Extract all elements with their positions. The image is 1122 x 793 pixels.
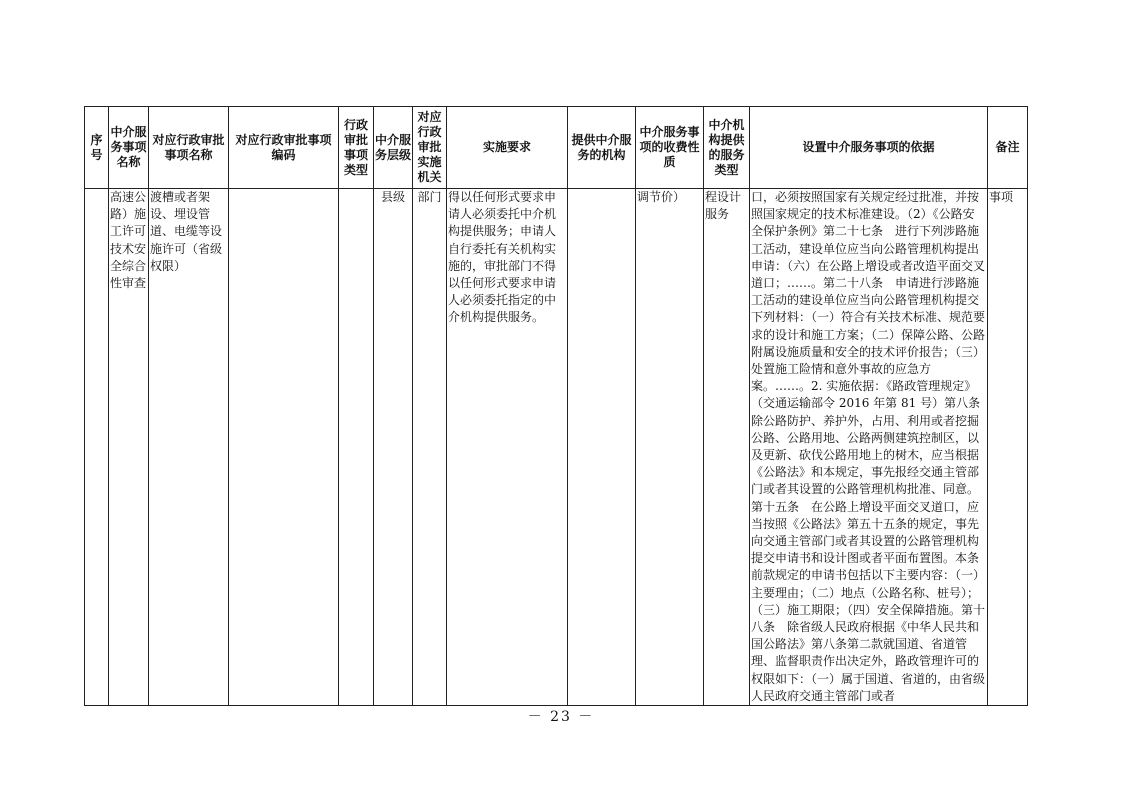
header-approval-name: 对应行政审批事项名称 — [149, 107, 229, 189]
cell-service-type: 程设计服务 — [704, 189, 750, 706]
cell-approval-code — [229, 189, 339, 706]
cell-approval-type — [339, 189, 374, 706]
header-seq: 序号 — [85, 107, 109, 189]
cell-basis: 口，必须按照国家有关规定经过批准，并按照国家规定的技术标准建设。（2）《公路安全保护条例》第二十七条 进行下列涉路施工活动，建设单位应当向公路管理机构提出申请：（六）在公路上增设或者改造平面交叉道口；……。第二十八条 申请进行涉路施工活动的建设单位应当向公路管理机构提交下列材料：（一）符合有关技术标准、规范要求的设计和施工方案；（二）保障公路、公路附属设施质量和安全的技术评价报告；（三）处置施工险情和意外事故的应急方案。……。2. 实施依据：《路政管理规定》（交通运输部令 2016 年第 81 号）第八条 除公路防护、养护外，占用、利用或者挖掘公路、公路用地、公路两侧建筑控制区，以及更新、砍伐公路用地上的树木，应当根据《公路法》和本规定，事先报经交通主管部门或者其设置的公路管理机构批准、同意。第十五条 在公路上增设平面交叉道口，应当按照《公路法》第五十五条的规定，事先向交通主管部门或者其设置的公路管理机构提交申请书和设计图或者平面布置图。本条前款规定的申请书包括以下主要内容：（一）主要理由；（二）地点（公路名称、桩号）；（三）施工期限；（四）安全保障措施。第十八条 除省级人民政府根据《中华人民共和国公路法》第八条第二款就国道、省道管理、监督职责作出决定外，路政管理许可的权限如下：（一）属于国道、省道的，由省级人民政府交通主管部门或者 — [750, 189, 988, 706]
header-fee-nature: 中介服务事项的收费性质 — [636, 107, 704, 189]
cell-seq — [85, 189, 109, 706]
cell-requirement: 得以任何形式要求申请人必须委托中介机构提供服务；申请人自行委托有关机构实施的，审批部门不得以任何形式要求申请人必须委托指定的中介机构提供服务。 — [447, 189, 568, 706]
cell-service-level: 县级 — [374, 189, 413, 706]
page-number: － 23 － — [527, 709, 595, 725]
header-approval-code: 对应行政审批事项编码 — [229, 107, 339, 189]
table-row — [85, 189, 1028, 706]
intermediary-service-table — [84, 106, 1028, 706]
header-requirement: 实施要求 — [447, 107, 568, 189]
cell-approval-name: 渡槽或者架设、埋设管道、电缆等设施许可（省级权限） — [149, 189, 229, 706]
table-header-row — [85, 107, 1028, 189]
cell-fee-nature: 调节价） — [636, 189, 704, 706]
cell-service-name: 高速公路）施工许可技术安全综合性审查 — [109, 189, 149, 706]
header-service-level: 中介服务层级 — [374, 107, 413, 189]
header-service-name: 中介服务事项名称 — [109, 107, 149, 189]
header-basis: 设置中介服务事项的依据 — [750, 107, 988, 189]
header-remark: 备注 — [988, 107, 1028, 189]
header-service-type: 中介机构提供的服务类型 — [704, 107, 750, 189]
cell-authority: 部门 — [413, 189, 447, 706]
header-provider: 提供中介服务的机构 — [568, 107, 636, 189]
cell-provider — [568, 189, 636, 706]
header-approval-type: 行政审批事项类型 — [339, 107, 374, 189]
header-authority: 对应行政审批实施机关 — [413, 107, 447, 189]
cell-remark: 事项 — [988, 189, 1028, 706]
